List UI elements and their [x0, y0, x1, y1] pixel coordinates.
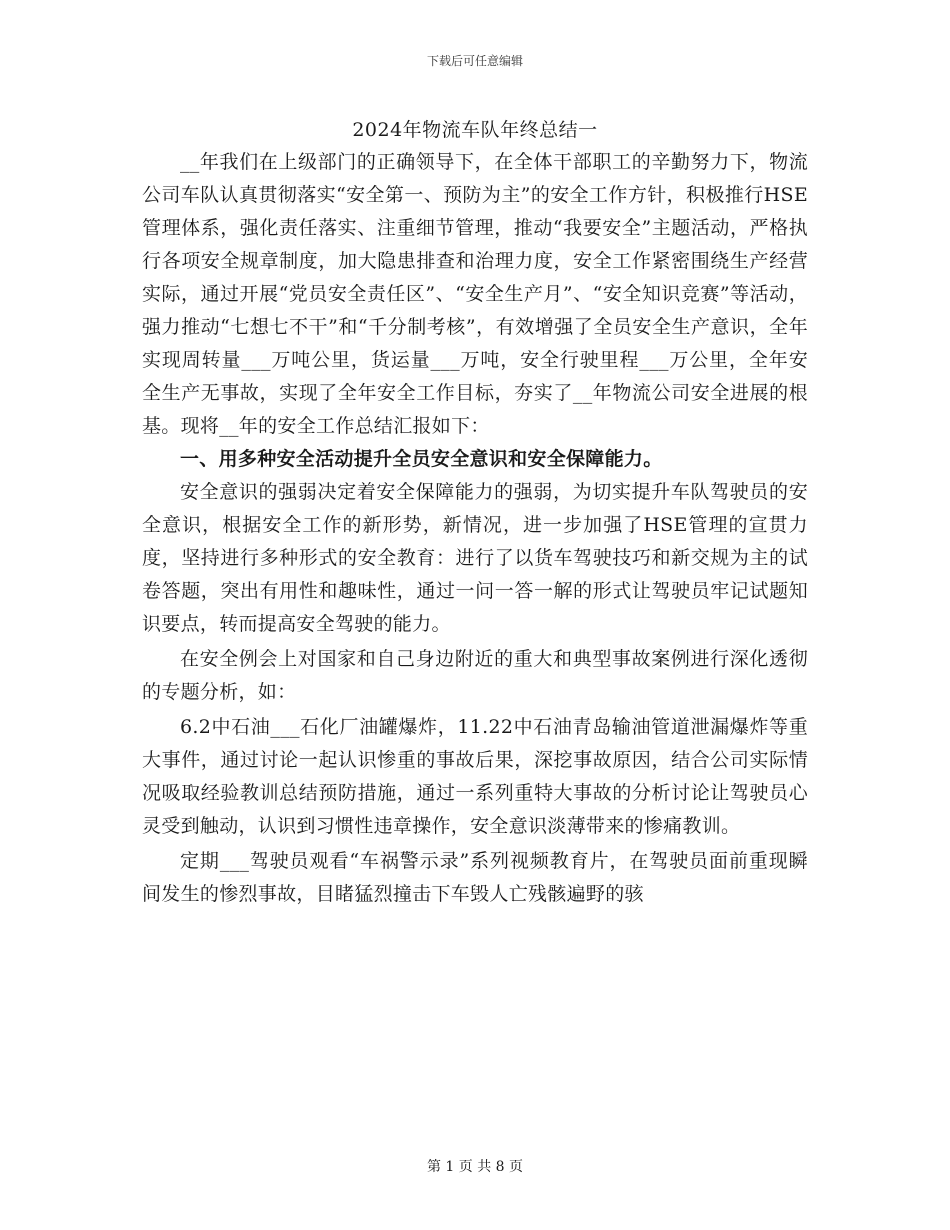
document-title: 2024年物流车队年终总结一	[352, 119, 598, 141]
section-paragraph-4: 定期___驾驶员观看“车祸警示录”系列视频教育片，在驾驶员面前重现瞬间发生的惨烈事故，目睹猛烈撞击下车毁人亡残骸遍野的骇	[142, 850, 808, 905]
document-body	[142, 146, 808, 911]
section-paragraph-1: 安全意识的强弱决定着安全保障能力的强弱，为切实提升车队驾驶员的安全意识，根据安全工作的新形势，新情况，进一步加强了HSE管理的宣贯力度，坚持进行多种形式的安全教育：进行了以货车驾驶技巧和新交规为主的试卷答题，突出有用性和趣味性，通过一问一答一解的形式让驾驶员牢记试题知识要点，转而提高安全驾驶的能力。	[142, 481, 808, 635]
header-note: 下载后可任意编辑	[426, 54, 523, 68]
section-paragraph-2: 在安全例会上对国家和自己身边附近的重大和典型事故案例进行深化透彻的专题分析，如：	[142, 648, 808, 703]
page-number: 第 1 页 共 8 页	[426, 1159, 524, 1175]
intro-paragraph: __年我们在上级部门的正确领导下，在全体干部职工的辛勤努力下，物流公司车队认真贯彻落实“安全第一、预防为主”的安全工作方针，积极推行HSE管理体系，强化责任落实、注重细节管理，推动“我要安全”主题活动，严格执行各项安全规章制度，加大隐患排查和治理力度，安全工作紧密围绕生产经营实际，通过开展“党员安全责任区”、“安全生产月”、“安全知识竞赛”等活动，强力推动“七想七不干”和“千分制考核”，有效增强了全员安全生产意识，全年实现周转量___万吨公里，货运量___万吨，安全行驶里程___万公里，全年安全生产无事故，实现了全年安全工作目标，夯实了__年物流公司安全进展的根基。现将__年的安全工作总结汇报如下：	[142, 151, 808, 437]
section-heading: 一、用多种安全活动提升全员安全意识和安全保障能力。	[180, 448, 663, 470]
section-paragraph-3: 6.2中石油___石化厂油罐爆炸，11.22中石油青岛输油管道泄漏爆炸等重大事件，通过讨论一起认识惨重的事故后果，深挖事故原因，结合公司实际情况吸取经验教训总结预防措施，通过一系列重特大事故的分析讨论让驾驶员心灵受到触动，认识到习惯性违章操作，安全意识淡薄带来的惨痛教训。	[142, 716, 808, 837]
